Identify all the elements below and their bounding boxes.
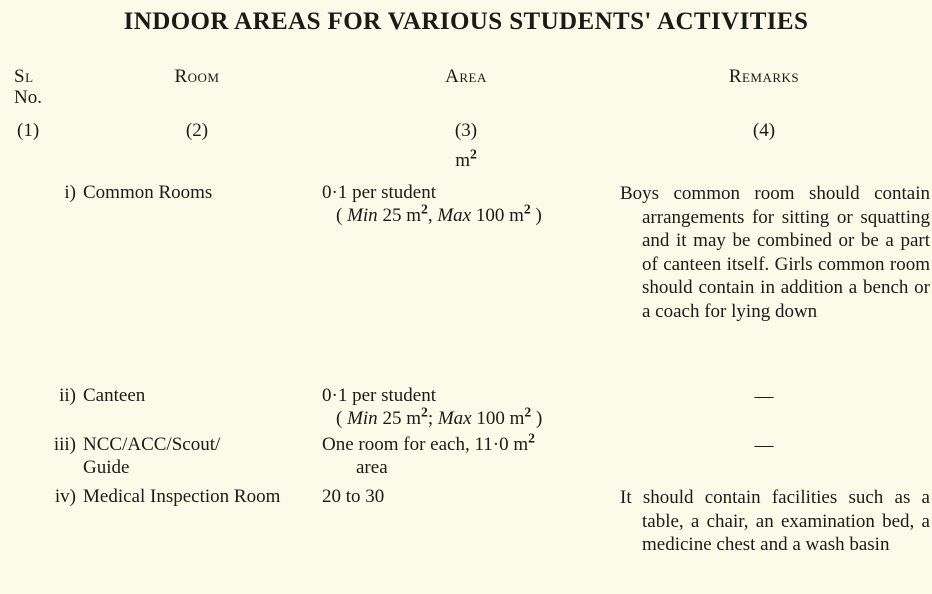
area-unit-superscript: 2 [469, 146, 477, 162]
area-unit-label: $m^2$ [455, 146, 477, 171]
table-row-2-min-label: Min [347, 407, 378, 429]
table-row-1-area-line1: 0·1 per student [322, 182, 436, 203]
table-row-3-room-line1: NCC/ACC/Scout/ [83, 434, 221, 455]
column-header-remarks-label: Remarks [728, 66, 800, 87]
table-row-2-sl: ii) [59, 385, 76, 406]
table-row-3-area [322, 430, 610, 479]
table-row-4-sl: iv) [54, 486, 76, 507]
column-header-sl-line2: No. [14, 87, 42, 108]
column-header-area-label: Area [445, 66, 487, 87]
table-row-2-max-label: Max [437, 407, 472, 429]
column-header-room-label: Room [174, 66, 220, 87]
column-header-remarks [620, 66, 908, 87]
table-row-1-room: Common Rooms [83, 182, 213, 203]
table-row-2-area-line2: ( Min 25 $m^2$; Max 100 $m^2$ ) [336, 404, 543, 429]
column-header-area [322, 66, 610, 87]
table-row-1-remarks: Boys common room should contain arrangements for sitting or squatting and it may be combined or be a part of canteen itself. Girls common room should contain in addition a bench or a coach for lying down [620, 183, 930, 322]
table-row-4-room: Medical Inspection Room [83, 486, 281, 507]
table-row-3-room [83, 434, 311, 479]
table-row-4-remarks: It should contain facilities such as a table, a chair, an examination bed, a medicine chest and a wash basin [620, 487, 930, 555]
column-header-sl-no [14, 66, 76, 108]
column-number-2: (2) [185, 120, 209, 141]
column-number-1: (1) [17, 120, 40, 141]
table-row-1-max-label: Max [437, 204, 472, 226]
table-row-2-area [322, 385, 610, 430]
table-row-2-room: Canteen [83, 385, 146, 406]
table-row-2-remarks: — [754, 386, 774, 407]
column-number-4: (4) [752, 120, 776, 141]
table-row-1-sl: i) [64, 182, 76, 203]
table-row-3-sl: iii) [53, 434, 76, 455]
table-row-3-area-line1: One room for each, 11·0 $m^2$ [322, 430, 535, 455]
table-row-4-area [322, 486, 610, 509]
table-row-2-area-line1: 0·1 per student [322, 385, 436, 406]
table-row-1-area-line2: ( Min 25 $m^2$, Max 100 $m^2$ ) [336, 201, 542, 226]
column-number-3: (3) [454, 120, 478, 141]
table-row-1-min-label: Min [347, 204, 378, 226]
column-header-sl-line1: Sl [14, 66, 34, 87]
table-row-3-area-line2: area [356, 456, 388, 478]
table-row-4-area-line1: 20 to 30 [322, 486, 385, 507]
table-row-3-room-line2: Guide [83, 456, 130, 478]
table-row-1-area [322, 182, 610, 227]
table-row-3-remarks: — [754, 435, 774, 456]
page-title: INDOOR AREAS FOR VARIOUS STUDENTS' ACTIVITIES [123, 8, 809, 35]
column-header-room [83, 66, 311, 87]
